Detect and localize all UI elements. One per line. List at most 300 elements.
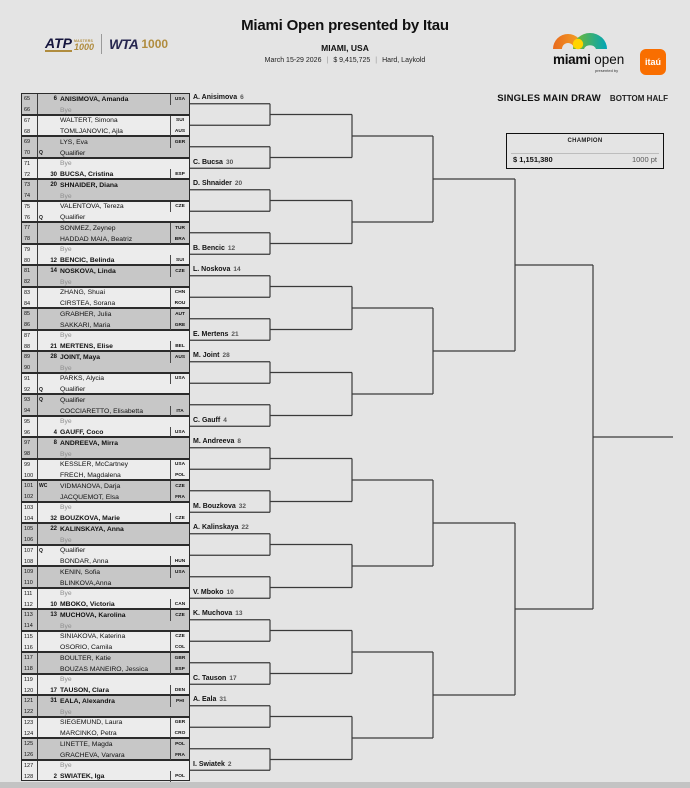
miami-word: miami xyxy=(553,52,591,67)
draw-entry-row xyxy=(22,567,189,578)
winner-seed: 14 xyxy=(233,266,241,274)
entry-player-name: ZHANG, Shuai xyxy=(60,289,105,297)
round2-winner-label xyxy=(193,438,303,445)
round2-winner-label xyxy=(193,503,303,510)
entry-position: 110 xyxy=(24,580,33,587)
atp-masters-label: MASTERS xyxy=(73,38,94,43)
entry-country-code: CZE xyxy=(170,481,189,492)
entry-player-name: SIEGEMUND, Laura xyxy=(60,719,123,727)
winner-seed: 30 xyxy=(225,158,234,166)
atp-1000-label: 1000 xyxy=(73,42,94,52)
draw-entry-row xyxy=(22,331,189,342)
entry-position: 83 xyxy=(24,289,31,296)
draw-entry-row xyxy=(22,438,189,449)
entry-position: 117 xyxy=(24,655,33,662)
winner-name: D. Shnaider xyxy=(193,180,232,188)
entry-country-code: GBR xyxy=(170,653,189,664)
draw-pair-box xyxy=(21,459,190,481)
entry-player-name: KENIN, Sofia xyxy=(60,568,101,576)
entry-qualifier-tag: Q xyxy=(39,547,43,554)
draw-entry-row xyxy=(22,546,189,557)
round2-winner-label xyxy=(193,352,303,359)
winner-name: A. Kalinskaya xyxy=(193,524,239,532)
draw-entry-row xyxy=(22,116,189,127)
entry-position: 68 xyxy=(24,128,31,135)
winner-seed: 10 xyxy=(226,588,234,596)
draw-entry-row xyxy=(22,352,189,363)
draw-pair-box xyxy=(21,609,190,631)
atp-wordmark: ATP xyxy=(45,35,72,51)
draw-pair-box xyxy=(21,695,190,717)
entry-player-name: LYS, Eva xyxy=(60,138,88,146)
entry-country-code: ESP xyxy=(170,169,189,180)
entry-country-code: CZE xyxy=(170,632,189,643)
tournament-city: MIAMI, USA xyxy=(321,43,369,53)
entry-player-name: ANDREEVA, Mirra xyxy=(60,439,119,447)
draw-pair-box xyxy=(21,136,190,158)
entry-country-code: HUN xyxy=(170,556,189,567)
draw-entry-row xyxy=(22,245,189,256)
entry-country-code: SUI xyxy=(170,255,189,266)
draw-pair-box xyxy=(21,652,190,674)
tournament-dates: March 15-29 2026 xyxy=(264,57,322,64)
entry-player-name: Qualifier xyxy=(60,547,86,555)
entry-bye: Bye xyxy=(60,418,72,426)
entry-seed: 2 xyxy=(53,773,57,780)
entry-bye: Bye xyxy=(60,504,72,512)
entry-position: 118 xyxy=(24,666,33,673)
entry-country-code: AUS xyxy=(170,352,189,363)
entry-seed: 4 xyxy=(53,429,57,436)
entry-player-name: PARKS, Alycia xyxy=(60,375,105,383)
entry-player-name: GAUFF, Coco xyxy=(60,429,104,437)
entry-position: 108 xyxy=(24,558,34,565)
entry-position: 77 xyxy=(24,225,31,232)
entry-player-name: KALINSKAYA, Anna xyxy=(60,525,124,533)
draw-pair-box xyxy=(21,566,190,588)
entry-player-name: SINIAKOVA, Katerina xyxy=(60,633,126,641)
entry-position: 74 xyxy=(24,193,31,200)
entry-player-name: WALTERT, Simona xyxy=(60,117,118,125)
draw-entry-row xyxy=(22,503,189,514)
entry-player-name: SWIATEK, Iga xyxy=(60,773,105,781)
champion-label: CHAMPION xyxy=(567,138,603,144)
entry-bye: Bye xyxy=(60,708,72,716)
draw-pair-box xyxy=(21,287,190,309)
entry-seed: 17 xyxy=(50,687,57,694)
entry-player-name: Qualifier xyxy=(60,149,86,157)
entry-position: 101 xyxy=(24,483,34,490)
draw-pair-box xyxy=(21,480,190,502)
draw-entry-row xyxy=(22,94,189,105)
tournament-title: Miami Open presented by Itau xyxy=(241,17,449,34)
entry-seed: 12 xyxy=(50,257,57,264)
entry-country-code: AUT xyxy=(170,309,189,320)
entry-player-name: MERTENS, Elise xyxy=(60,343,113,351)
entry-player-name: BOUZKOVA, Marie xyxy=(60,515,120,523)
entry-qualifier-tag: Q xyxy=(39,397,43,404)
draw-pair-box xyxy=(21,738,190,760)
entry-country-code: USA xyxy=(170,94,189,105)
entry-position: 89 xyxy=(24,354,31,361)
entry-country-code: POL xyxy=(170,771,189,782)
draw-pair-box xyxy=(21,308,190,330)
entry-country-code: BRA xyxy=(170,234,189,245)
itau-logo: itaú xyxy=(640,49,666,75)
draw-pair-box xyxy=(21,373,190,395)
entry-seed: 30 xyxy=(50,171,57,178)
entry-seed: 13 xyxy=(50,612,57,619)
entry-country-code: FRA xyxy=(170,492,189,503)
entry-country-code: SUI xyxy=(170,116,189,127)
draw-entry-row xyxy=(22,761,189,772)
entry-position: 126 xyxy=(24,752,34,759)
entry-position: 93 xyxy=(24,397,31,404)
entry-player-name: EALA, Alexandra xyxy=(60,697,115,705)
winner-name: K. Muchova xyxy=(193,610,233,618)
winner-seed: 21 xyxy=(231,330,239,338)
entry-position: 84 xyxy=(24,300,31,307)
tournament-info: March 15-29 2026 | $ 9,415,725 | Hard, Laykold xyxy=(264,57,426,64)
entry-country-code: GER xyxy=(170,718,189,729)
winner-seed: 4 xyxy=(223,416,227,424)
draw-pair-box xyxy=(21,222,190,244)
presented-by-label: presented by xyxy=(595,68,619,73)
draw-pair-box xyxy=(21,201,190,223)
entry-country-code: USA xyxy=(170,460,189,471)
entry-position: 105 xyxy=(24,526,34,533)
winner-seed: 32 xyxy=(238,502,247,510)
winner-name: M. Joint xyxy=(193,352,220,360)
winner-seed: 28 xyxy=(222,352,230,360)
entry-qualifier-tag: Q xyxy=(39,386,43,393)
entry-seed: 22 xyxy=(50,526,57,533)
entry-position: 88 xyxy=(24,343,31,350)
entry-position: 67 xyxy=(24,117,31,124)
draw-entry-row xyxy=(22,481,189,492)
draw-pair-box xyxy=(21,115,190,137)
entry-position: 116 xyxy=(24,644,33,651)
entry-position: 119 xyxy=(24,676,33,683)
entry-player-name: TAUSON, Clara xyxy=(60,687,109,695)
entry-country-code: AUS xyxy=(170,126,189,137)
draw-title: SINGLES MAIN DRAW xyxy=(497,93,601,104)
draw-entry-row xyxy=(22,180,189,191)
entry-player-name: GRACHEVA, Varvara xyxy=(60,751,125,759)
entry-bye: Bye xyxy=(60,332,72,340)
entry-position: 85 xyxy=(24,311,31,318)
round2-winner-label xyxy=(193,761,303,768)
draw-entry-row xyxy=(22,137,189,148)
entry-position: 99 xyxy=(24,461,31,468)
entry-player-name: CIRSTEA, Sorana xyxy=(60,300,116,308)
draw-pair-box xyxy=(21,179,190,201)
winner-seed: 13 xyxy=(235,610,243,618)
round2-winner-label xyxy=(193,331,303,338)
entry-position: 71 xyxy=(24,160,31,167)
entry-player-name: Qualifier xyxy=(60,214,86,222)
entry-position: 124 xyxy=(24,730,34,737)
entry-player-name: OSORIO, Camila xyxy=(60,644,113,652)
entry-player-name: HADDAD MAIA, Beatriz xyxy=(60,235,133,243)
entry-position: 79 xyxy=(24,246,31,253)
entry-player-name: FRECH, Magdalena xyxy=(60,472,121,480)
round2-winner-label xyxy=(193,610,303,617)
draw-entry-row xyxy=(22,417,189,428)
winner-name: M. Andreeva xyxy=(193,438,235,446)
draw-pair-box xyxy=(21,330,190,352)
entry-player-name: BUCSA, Cristina xyxy=(60,171,114,179)
draw-pair-box xyxy=(21,158,190,180)
entry-country-code: POL xyxy=(170,739,189,750)
draw-pair-box xyxy=(21,717,190,739)
entry-bye: Bye xyxy=(60,622,72,630)
entry-position: 100 xyxy=(24,472,34,479)
draw-entry-row xyxy=(22,266,189,277)
entry-position: 65 xyxy=(24,96,31,103)
entry-player-name: BONDAR, Anna xyxy=(60,558,109,566)
winner-seed: 6 xyxy=(240,94,244,102)
draw-entry-row xyxy=(22,696,189,707)
draw-entry-row xyxy=(22,223,189,234)
draw-entry-row xyxy=(22,653,189,664)
winner-name: V. Mboko xyxy=(193,588,224,596)
open-word: open xyxy=(590,52,625,67)
entry-player-name: Qualifier xyxy=(60,396,86,404)
entry-seed: 32 xyxy=(50,515,57,522)
entry-player-name: GRABHER, Julia xyxy=(60,310,112,318)
draw-entry-row xyxy=(22,202,189,213)
round2-winner-label xyxy=(193,589,303,596)
draw-pair-box xyxy=(21,545,190,567)
entry-seed: 10 xyxy=(50,601,57,608)
draw-entry-row xyxy=(22,524,189,535)
entry-bye: Bye xyxy=(60,278,72,286)
entry-position: 107 xyxy=(24,547,34,554)
entry-position: 75 xyxy=(24,203,31,210)
entry-player-name: JOINT, Maya xyxy=(60,353,101,361)
entry-bye: Bye xyxy=(60,536,72,544)
entry-position: 72 xyxy=(24,171,31,178)
entry-seed: 28 xyxy=(50,354,57,361)
draw-entry-row xyxy=(22,610,189,621)
entry-position: 121 xyxy=(24,698,34,705)
tournament-surface: Hard, Laykold xyxy=(382,57,426,64)
entry-qualifier-tag: Q xyxy=(39,214,43,221)
entry-bye: Bye xyxy=(60,364,72,372)
entry-position: 94 xyxy=(24,408,31,415)
draw-pair-box xyxy=(21,244,190,266)
entry-country-code: CRO xyxy=(170,728,189,739)
entry-position: 112 xyxy=(24,601,33,608)
entry-qualifier-tag: WC xyxy=(39,483,48,490)
draw-entry-row xyxy=(22,460,189,471)
entry-bye: Bye xyxy=(60,762,72,770)
winner-name: C. Tauson xyxy=(193,674,227,682)
entry-country-code: COL xyxy=(170,642,189,653)
draw-entry-row xyxy=(22,288,189,299)
entry-player-name: BLINKOVA,Anna xyxy=(60,579,112,587)
draw-pair-box xyxy=(21,502,190,524)
entry-position: 128 xyxy=(24,773,34,780)
draw-entry-row xyxy=(22,771,189,782)
entry-position: 115 xyxy=(24,633,33,640)
entry-player-name: JACQUEMOT, Elsa xyxy=(60,493,119,501)
entry-player-name: SAKKARI, Maria xyxy=(60,321,111,329)
entry-position: 90 xyxy=(24,365,31,372)
entry-seed: 14 xyxy=(50,268,57,275)
winner-name: I. Swiatek xyxy=(193,760,225,768)
entry-country-code: BEL xyxy=(170,341,189,352)
draw-pair-box xyxy=(21,523,190,545)
entry-country-code: ITA xyxy=(170,406,189,417)
entry-position: 109 xyxy=(24,569,34,576)
draw-pair-box xyxy=(21,351,190,373)
entry-position: 98 xyxy=(24,451,31,458)
entry-position: 76 xyxy=(24,214,31,221)
entry-country-code: ESP xyxy=(170,664,189,675)
entry-position: 120 xyxy=(24,687,34,694)
entry-seed: 21 xyxy=(50,343,57,350)
winner-seed: 31 xyxy=(219,696,227,704)
champion-prize: $ 1,151,380 xyxy=(513,155,553,164)
entry-player-name: MARCINKO, Petra xyxy=(60,730,117,738)
entry-bye: Bye xyxy=(60,450,72,458)
entry-position: 113 xyxy=(24,612,33,619)
entry-bye: Bye xyxy=(60,676,72,684)
entry-position: 103 xyxy=(24,504,34,511)
entry-position: 92 xyxy=(24,386,31,393)
entry-qualifier-tag: Q xyxy=(39,150,43,157)
draw-entry-row xyxy=(22,159,189,170)
winner-seed: 8 xyxy=(237,438,241,446)
entry-position: 125 xyxy=(24,741,34,748)
entry-position: 78 xyxy=(24,236,31,243)
entry-player-name: SONMEZ, Zeynep xyxy=(60,224,116,232)
entry-bye: Bye xyxy=(60,192,72,200)
entry-country-code: USA xyxy=(170,567,189,578)
draw-entry-row xyxy=(22,309,189,320)
wta-wordmark: WTA xyxy=(109,36,139,52)
draw-pair-box xyxy=(21,760,190,782)
entry-player-name: BOUZAS MANEIRO, Jessica xyxy=(60,665,148,673)
entry-country-code: CZE xyxy=(170,610,189,621)
entry-position: 66 xyxy=(24,107,31,114)
draw-pair-box xyxy=(21,416,190,438)
entry-position: 104 xyxy=(24,515,34,522)
entry-country-code: CHN xyxy=(170,288,189,299)
entry-position: 82 xyxy=(24,279,31,286)
tournament-prize: $ 9,415,725 xyxy=(333,57,371,64)
entry-country-code: USA xyxy=(170,427,189,438)
entry-player-name: COCCIARETTO, Elisabetta xyxy=(60,407,143,415)
entry-seed: 8 xyxy=(53,440,57,447)
draw-entry-row xyxy=(22,632,189,643)
draw-pair-box xyxy=(21,631,190,653)
entry-bye: Bye xyxy=(60,160,72,168)
entry-position: 127 xyxy=(24,762,34,769)
round2-winner-label xyxy=(193,696,303,703)
entry-position: 91 xyxy=(24,375,31,382)
round2-winner-label xyxy=(193,94,303,101)
entry-player-name: MBOKO, Victoria xyxy=(60,601,115,609)
entry-player-name: TOMLJANOVIC, Ajla xyxy=(60,128,123,136)
draw-entry-row xyxy=(22,718,189,729)
entry-country-code: ROU xyxy=(170,298,189,309)
winner-seed: 17 xyxy=(229,674,237,682)
draw-pair-box xyxy=(21,394,190,416)
entry-player-name: NOSKOVA, Linda xyxy=(60,267,116,275)
champion-points: 1000 pt xyxy=(631,155,657,164)
entry-position: 114 xyxy=(24,623,33,630)
round2-winner-label xyxy=(193,180,303,187)
entry-bye: Bye xyxy=(60,246,72,254)
draw-half-label: BOTTOM HALF xyxy=(609,94,668,103)
entry-position: 69 xyxy=(24,139,31,146)
winner-name: L. Noskova xyxy=(193,266,231,274)
entry-player-name: ANISIMOVA, Amanda xyxy=(60,95,129,103)
entry-position: 97 xyxy=(24,440,31,447)
entry-country-code: PHI xyxy=(170,696,189,707)
entry-position: 73 xyxy=(24,182,31,189)
winner-name: M. Bouzkova xyxy=(193,502,236,510)
entry-country-code: GER xyxy=(170,137,189,148)
entry-player-name: VALENTOVA, Tereza xyxy=(60,203,124,211)
draw-pair-box xyxy=(21,93,190,115)
entry-position: 123 xyxy=(24,719,34,726)
draw-entry-row xyxy=(22,374,189,385)
entry-position: 70 xyxy=(24,150,31,157)
entry-country-code: POL xyxy=(170,470,189,481)
entry-seed: 6 xyxy=(53,96,57,103)
entry-country-code: GRE xyxy=(170,320,189,331)
footer-band xyxy=(0,782,690,788)
entry-position: 87 xyxy=(24,332,31,339)
entry-position: 96 xyxy=(24,429,31,436)
winner-name: A. Eala xyxy=(193,696,217,704)
winner-name: C. Bucsa xyxy=(193,158,223,166)
winner-name: A. Anisimova xyxy=(193,94,238,102)
winner-name: B. Bencic xyxy=(193,244,225,252)
round2-winner-label xyxy=(193,417,303,424)
round2-winner-label xyxy=(193,245,303,252)
round2-winner-label xyxy=(193,524,303,531)
wta-1000-label: 1000 xyxy=(141,37,169,51)
entry-player-name: BOULTER, Katie xyxy=(60,654,111,662)
entry-seed: 31 xyxy=(50,698,57,705)
entry-position: 95 xyxy=(24,418,31,425)
entry-position: 122 xyxy=(24,709,34,716)
entry-country-code: CAN xyxy=(170,599,189,610)
entry-player-name: SHNAIDER, Diana xyxy=(60,181,118,189)
entry-bye: Bye xyxy=(60,106,72,114)
entry-position: 111 xyxy=(24,590,33,597)
winner-seed: 2 xyxy=(227,760,232,768)
winner-name: C. Gauff xyxy=(193,416,221,424)
entry-country-code: DEN xyxy=(170,685,189,696)
entry-country-code: USA xyxy=(170,374,189,385)
draw-entry-row xyxy=(22,589,189,600)
entry-position: 102 xyxy=(24,494,34,501)
entry-player-name: BENCIC, Belinda xyxy=(60,257,115,265)
draw-entry-row xyxy=(22,395,189,406)
entry-country-code: CZE xyxy=(170,513,189,524)
winner-seed: 20 xyxy=(234,180,243,188)
round2-winner-label xyxy=(193,159,303,166)
entry-position: 81 xyxy=(24,268,31,275)
entry-player-name: VIDMANOVA, Darja xyxy=(60,482,121,490)
draw-pair-box xyxy=(21,437,190,459)
